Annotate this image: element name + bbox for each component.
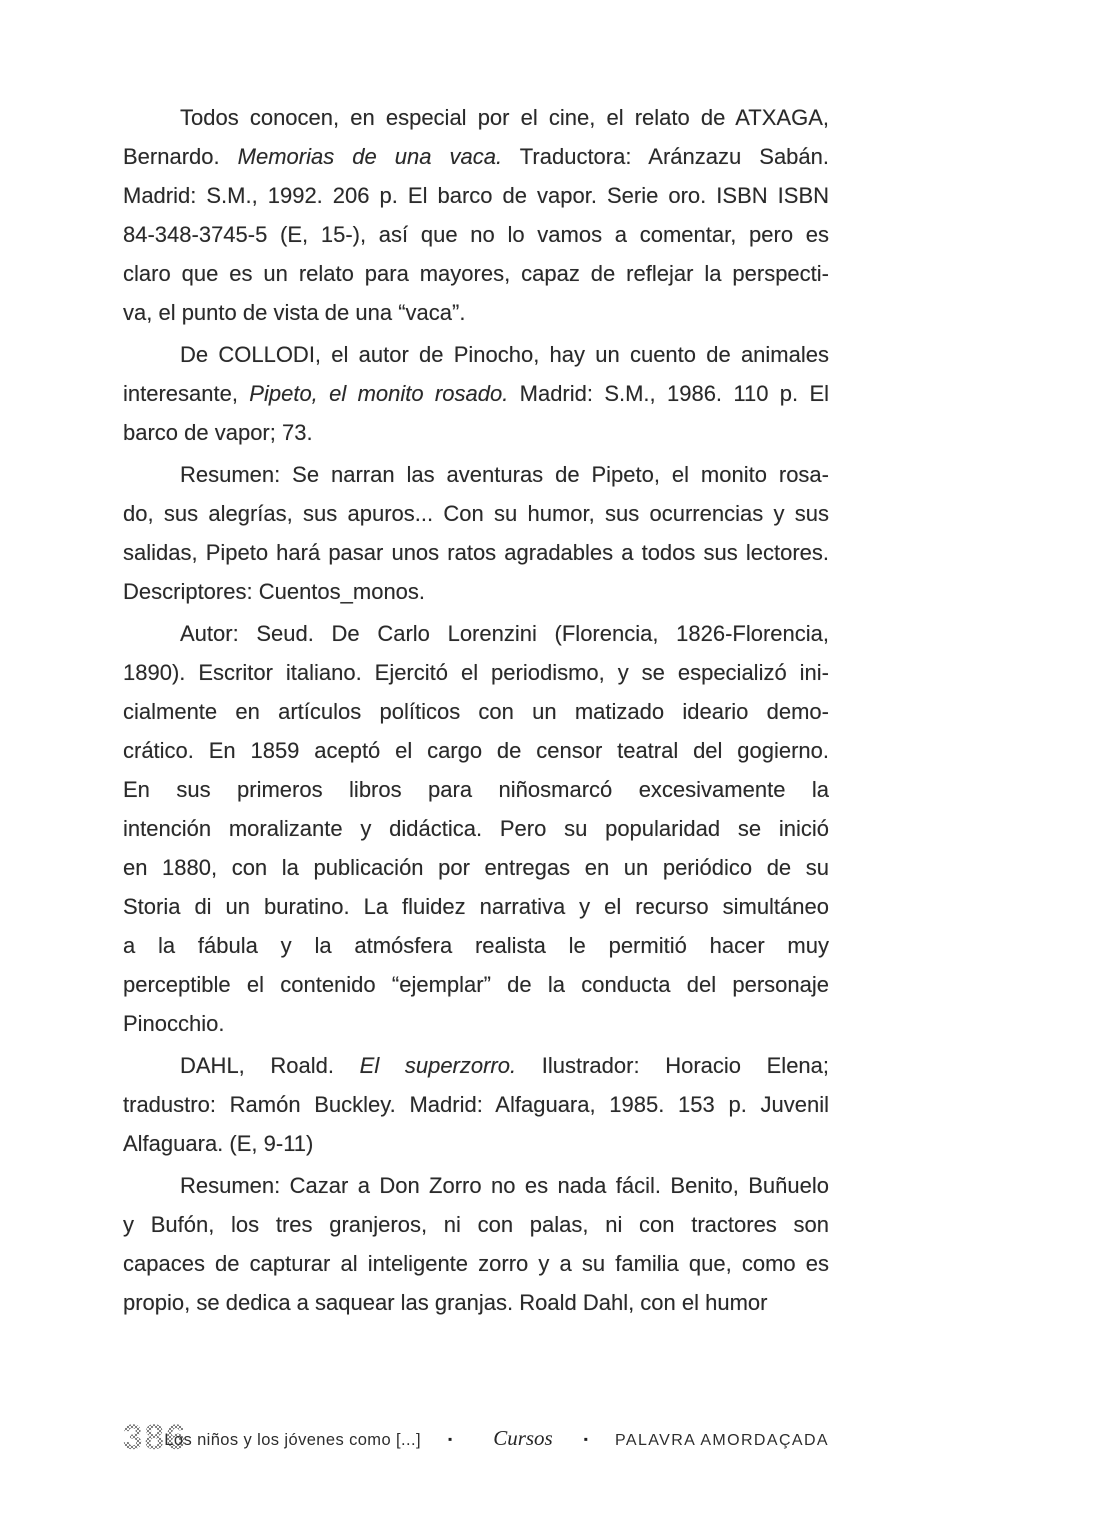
text-line: propio, se dedica a saquear las granjas. Roald Dahl, con el humor — [123, 1290, 768, 1315]
paragraph — [123, 614, 829, 1043]
text-line: claro que es un relato para mayores, capaz de reflejar la perspecti- — [123, 261, 829, 286]
paragraph — [123, 98, 829, 332]
text-line: barco de vapor; 73. — [123, 420, 313, 445]
body-text — [123, 98, 829, 1322]
running-header-line — [164, 1426, 829, 1451]
text-line: cialmente en artículos políticos con un matizado ideario demo- — [123, 699, 829, 724]
text-line: Alfaguara. (E, 9-11) — [123, 1131, 314, 1156]
text-line: Bernardo. Memorias de una vaca. Traductora: Aránzazu Sabán. — [123, 144, 829, 169]
text-line: capaces de capturar al inteligente zorro y a su familia que, como es — [123, 1251, 829, 1276]
text-line: crático. En 1859 aceptó el cargo de censor teatral del gogierno. — [123, 738, 829, 763]
text-line: perceptible el contenido “ejemplar” de la conducta del personaje — [123, 972, 829, 997]
text-line: a la fábula y la atmósfera realista le permitió hacer muy — [123, 933, 829, 958]
text-line: tradustro: Ramón Buckley. Madrid: Alfaguara, 1985. 153 p. Juvenil — [123, 1092, 829, 1117]
text-line: intención moralizante y didáctica. Pero su popularidad se inició — [123, 816, 829, 841]
text-line: En sus primeros libros para niñosmarcó excesivamente la — [123, 777, 829, 802]
paragraph — [123, 335, 829, 452]
text-line: Madrid: S.M., 1992. 206 p. El barco de vapor. Serie oro. ISBN ISBN — [123, 183, 829, 208]
square-bullet-icon: ▪ — [447, 1432, 453, 1446]
text-line: DAHL, Roald. El superzorro. Ilustrador: Horacio Elena; — [180, 1053, 829, 1078]
running-title: Los niños y los jóvenes como [...] — [164, 1431, 421, 1449]
paragraph — [123, 1046, 829, 1163]
text-line: Todos conocen, en especial por el cine, el relato de ATXAGA, — [180, 105, 829, 130]
text-line: salidas, Pipeto hará pasar unos ratos agradables a todos sus lectores. — [123, 540, 829, 565]
text-line: Autor: Seud. De Carlo Lorenzini (Florencia, 1826-Florencia, — [180, 621, 829, 646]
page-footer — [123, 1418, 829, 1470]
text-line: Resumen: Se narran las aventuras de Pipeto, el monito rosa- — [180, 462, 829, 487]
page-number: 386 — [123, 1418, 188, 1457]
text-line: interesante, Pipeto, el monito rosado. Madrid: S.M., 1986. 110 p. El — [123, 381, 829, 406]
text-line: Descriptores: Cuentos_monos. — [123, 579, 426, 604]
text-line: en 1880, con la publicación por entregas en un periódico de su — [123, 855, 829, 880]
section-label: Cursos — [493, 1426, 553, 1450]
text-line: va, el punto de vista de una “vaca”. — [123, 300, 466, 325]
text-line: Storia di un buratino. La fluidez narrativa y el recurso simultáneo — [123, 894, 829, 919]
paragraph — [123, 1166, 829, 1322]
book-title: PALAVRA AMORDAÇADA — [615, 1432, 829, 1449]
text-line: De COLLODI, el autor de Pinocho, hay un cuento de animales — [180, 342, 829, 367]
text-line: Pinocchio. — [123, 1011, 225, 1036]
text-line: y Bufón, los tres granjeros, ni con palas, ni con tractores son — [123, 1212, 829, 1237]
text-line: 84-348-3745-5 (E, 15-), así que no lo vamos a comentar, pero es — [123, 222, 829, 247]
text-line: Resumen: Cazar a Don Zorro no es nada fácil. Benito, Buñuelo — [180, 1173, 829, 1198]
text-line: do, sus alegrías, sus apuros... Con su humor, sus ocurrencias y sus — [123, 501, 829, 526]
square-bullet-icon: ▪ — [583, 1432, 588, 1446]
paragraph — [123, 455, 829, 611]
text-line: 1890). Escritor italiano. Ejercitó el periodismo, y se especializó ini- — [123, 660, 829, 685]
